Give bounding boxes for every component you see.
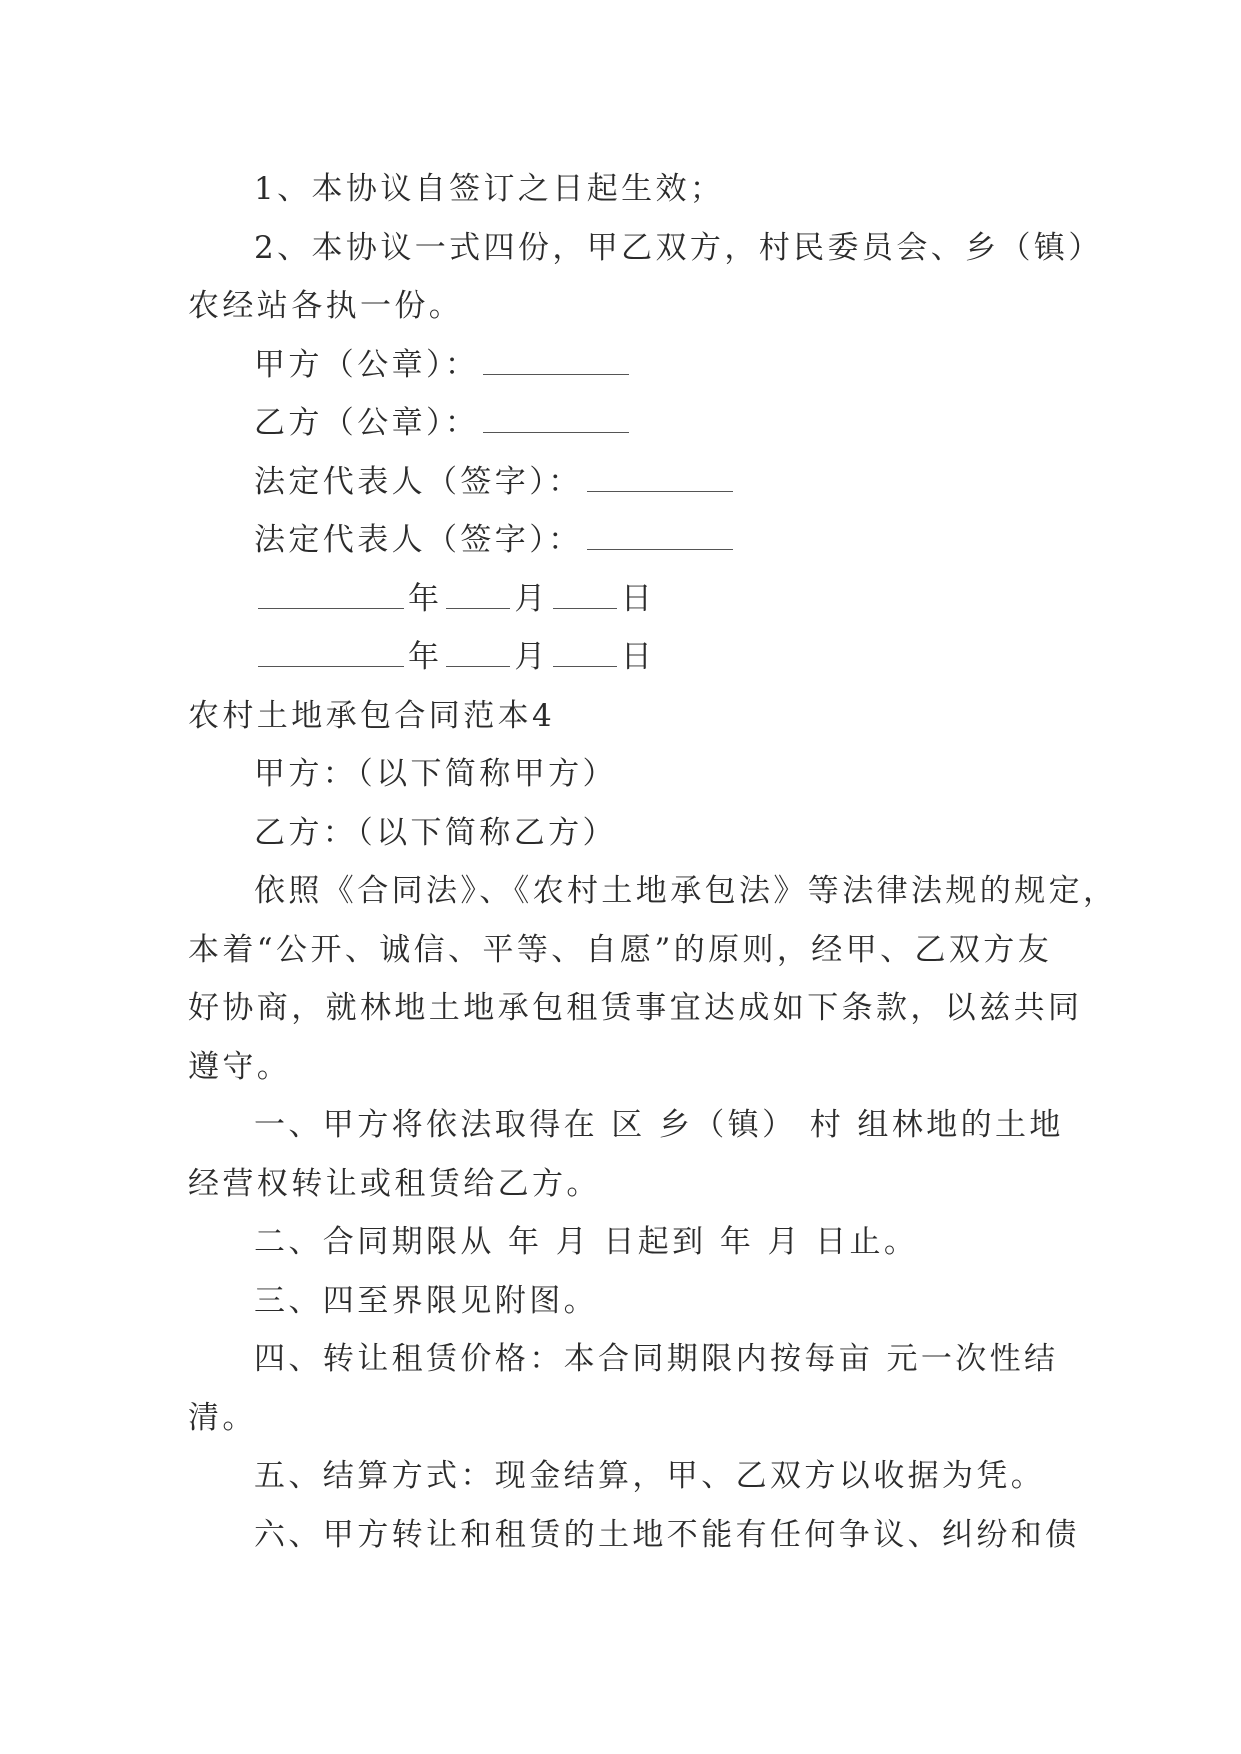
legal-rep-sign-blank-1 [587,467,733,492]
clause-six-line-1: 六、甲方转让和租赁的土地不能有任何争议、纠纷和债 [254,1516,1080,1553]
date-day-label-2: 日 [620,639,656,675]
document-body [188,160,1118,1564]
preamble-line-4: 遵守。 [188,1048,292,1085]
clause-four-line-1: 四、转让租赁价格：本合同期限内按每亩 元一次性结 [254,1341,1059,1377]
party-b-seal-label: 乙方（公章）： [254,405,480,441]
party-a-seal-blank [483,350,629,375]
legal-rep-sign-line-1 [188,453,1058,512]
legal-rep-sign-label-2: 法定代表人（签字）： [254,522,583,558]
date-line-2 [188,628,1058,687]
date-day-label-1: 日 [620,580,656,617]
clause-four-line-2: 清。 [188,1399,257,1436]
legal-rep-sign-blank-2 [587,525,733,550]
clause-copies-continued: 农经站各执一份。 [188,288,464,324]
date-month-label-2: 月 [514,639,549,675]
date-month-blank-2 [446,642,510,667]
clause-two: 二、合同期限从 年 月 日起到 年 月 日止。 [254,1224,919,1260]
date-line-1 [188,570,1058,629]
party-a-seal-label: 甲方（公章）： [254,346,480,383]
party-b-seal-blank [483,408,629,433]
section-heading: 农村土地承包合同范本4 [188,697,556,734]
clause-one-line-1: 一、甲方将依法取得在 区 乡（镇） 村 组林地的土地 [254,1107,1064,1143]
preamble-line-1: 依照《合同法》、《农村土地承包法》等法律法规的规定， [254,873,1118,909]
party-b-intro: 乙方：（以下简称乙方） [254,814,617,851]
date-year-label-1: 年 [408,580,443,617]
party-a-intro: 甲方：（以下简称甲方） [254,756,617,792]
date-year-blank-2 [258,642,404,667]
date-day-blank-1 [553,584,617,609]
date-year-blank-1 [258,584,404,609]
party-a-seal-line [188,336,1058,395]
legal-rep-sign-label-1: 法定代表人（签字）： [254,463,583,500]
preamble-line-3: 好协商，就林地土地承包租赁事宜达成如下条款，以兹共同 [188,990,1083,1026]
clause-one-line-2: 经营权转让或租赁给乙方。 [188,1165,601,1202]
date-day-blank-2 [553,642,617,667]
party-b-seal-line [188,394,1058,453]
clause-five: 五、结算方式：现金结算，甲、乙双方以收据为凭。 [254,1458,1046,1494]
date-month-blank-1 [446,584,510,609]
legal-rep-sign-line-2 [188,511,1058,570]
date-year-label-2: 年 [408,639,443,675]
preamble-line-2: 本着“公开、诚信、平等、自愿”的原则，经甲、乙双方友 [188,931,1053,968]
clause-effective: 1、本协议自签订之日起生效； [254,171,725,207]
clause-copies: 2、本协议一式四份，甲乙双方，村民委员会、乡（镇） [254,229,1103,266]
date-month-label-1: 月 [514,580,549,617]
clause-three: 三、四至界限见附图。 [254,1282,598,1319]
